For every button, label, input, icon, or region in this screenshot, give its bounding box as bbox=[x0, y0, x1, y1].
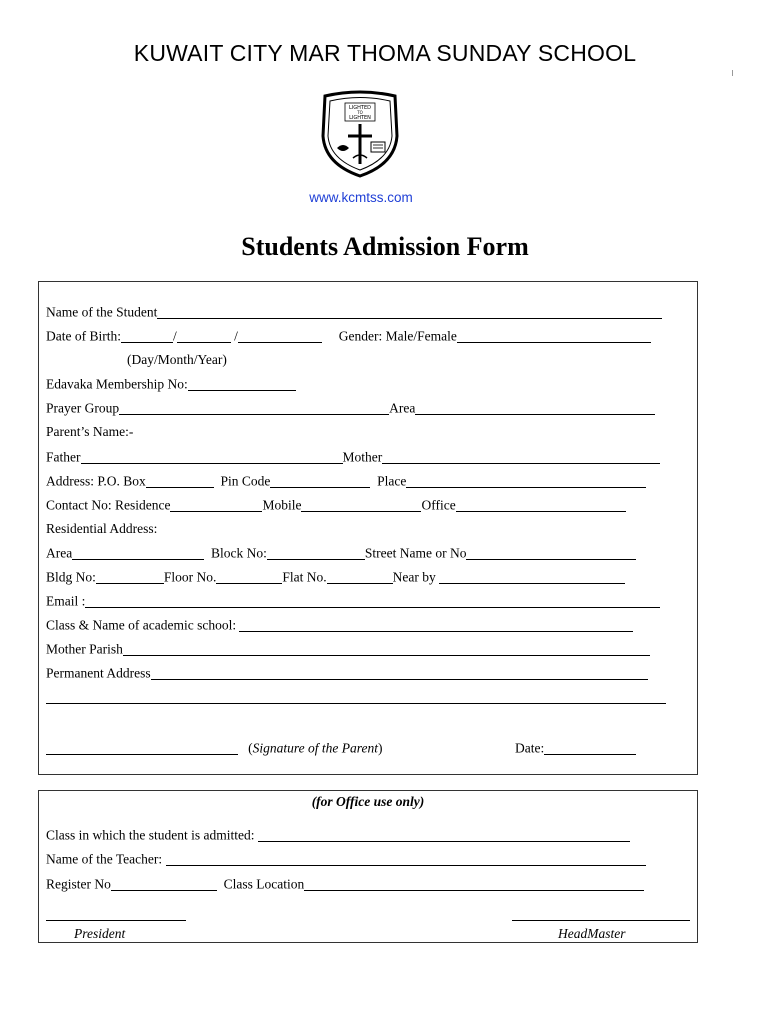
gender-label: Gender: Male/Female bbox=[338, 328, 457, 344]
email-label: Email : bbox=[46, 593, 86, 609]
residential-address-label: Residential Address: bbox=[46, 521, 158, 536]
permanent-address-row bbox=[46, 665, 648, 682]
dob-label: Date of Birth: bbox=[46, 328, 121, 344]
class-school-field[interactable] bbox=[239, 617, 633, 632]
mobile-field[interactable] bbox=[301, 497, 421, 512]
permanent-address-label: Permanent Address bbox=[46, 665, 151, 681]
student-name-row bbox=[46, 304, 662, 321]
form-title: Students Admission Form bbox=[241, 232, 529, 261]
date-label: Date: bbox=[515, 740, 545, 756]
teacher-label: Name of the Teacher: bbox=[46, 851, 163, 867]
permanent-address-field-2[interactable] bbox=[46, 689, 666, 704]
office-phone-field[interactable] bbox=[456, 497, 626, 512]
po-box-field[interactable] bbox=[146, 473, 214, 488]
residential-area-row bbox=[46, 545, 636, 562]
floor-field[interactable] bbox=[216, 569, 282, 584]
prayer-group-label: Prayer Group bbox=[46, 400, 120, 416]
mother-field[interactable] bbox=[382, 449, 660, 464]
street-label: Street Name or No bbox=[364, 545, 467, 561]
building-row bbox=[46, 569, 625, 586]
near-by-field[interactable] bbox=[439, 569, 625, 584]
mother-parish-row bbox=[46, 641, 650, 658]
edavaka-label: Edavaka Membership No: bbox=[46, 376, 188, 392]
dob-year-field[interactable] bbox=[238, 328, 322, 343]
headmaster-signature-row bbox=[512, 906, 690, 923]
residence-phone-field[interactable] bbox=[170, 497, 262, 512]
class-admitted-field[interactable] bbox=[258, 827, 630, 842]
crest-text-lighten: LIGHTEN bbox=[349, 115, 371, 121]
paren-close: ) bbox=[377, 740, 383, 756]
area2-label: Area bbox=[46, 545, 73, 561]
bldg-field[interactable] bbox=[96, 569, 164, 584]
address-po-row bbox=[46, 473, 646, 490]
father-field[interactable] bbox=[81, 449, 343, 464]
floor-label: Floor No. bbox=[163, 569, 217, 585]
area-label: Area bbox=[389, 400, 416, 416]
class-location-label: Class Location bbox=[223, 876, 305, 892]
flat-label: Flat No. bbox=[282, 569, 327, 585]
edavaka-row bbox=[46, 376, 296, 393]
headmaster-label-text: HeadMaster bbox=[558, 926, 626, 941]
prayer-group-row bbox=[46, 400, 655, 417]
pin-code-field[interactable] bbox=[270, 473, 370, 488]
president-signature-row bbox=[46, 906, 186, 923]
register-row bbox=[46, 876, 644, 893]
register-field[interactable] bbox=[111, 876, 217, 891]
dob-slash-2: / bbox=[234, 328, 238, 344]
register-label: Register No bbox=[46, 876, 111, 892]
class-admitted-label: Class in which the student is admitted: bbox=[46, 827, 255, 843]
president-signature-field[interactable] bbox=[46, 906, 186, 921]
place-label: Place bbox=[377, 473, 407, 489]
dob-row bbox=[46, 328, 651, 345]
teacher-row bbox=[46, 851, 646, 868]
class-admitted-row bbox=[46, 827, 630, 844]
parent-signature-field[interactable] bbox=[46, 740, 238, 755]
parent-signature-row bbox=[46, 740, 382, 757]
parents-row bbox=[46, 449, 660, 466]
permanent-address-row-2 bbox=[46, 689, 666, 706]
flat-field[interactable] bbox=[327, 569, 393, 584]
area-field[interactable] bbox=[415, 400, 655, 415]
contact-row bbox=[46, 497, 626, 514]
father-label: Father bbox=[46, 449, 81, 465]
office-use-heading bbox=[38, 794, 698, 810]
pin-code-label: Pin Code bbox=[220, 473, 271, 489]
paren-open: ( bbox=[248, 740, 253, 756]
signature-parent-label: Signature of the Parent bbox=[252, 740, 378, 756]
place-field[interactable] bbox=[406, 473, 646, 488]
bldg-label: Bldg No: bbox=[46, 569, 96, 585]
block-field[interactable] bbox=[267, 545, 365, 560]
edavaka-field[interactable] bbox=[188, 376, 296, 391]
residence-label: Contact No: Residence bbox=[46, 497, 171, 513]
street-field[interactable] bbox=[466, 545, 636, 560]
school-crest-logo bbox=[315, 90, 405, 180]
mobile-label: Mobile bbox=[262, 497, 302, 513]
mother-parish-label: Mother Parish bbox=[46, 641, 123, 657]
email-field[interactable] bbox=[85, 593, 660, 608]
dob-format-hint: (Day/Month/Year) bbox=[127, 352, 227, 367]
email-row bbox=[46, 593, 660, 610]
prayer-group-field[interactable] bbox=[119, 400, 389, 415]
date-field[interactable] bbox=[544, 740, 636, 755]
academic-school-row bbox=[46, 617, 633, 634]
near-by-label: Near by bbox=[392, 569, 436, 585]
permanent-address-field[interactable] bbox=[151, 665, 648, 680]
student-name-field[interactable] bbox=[157, 304, 662, 319]
po-box-label: Address: P.O. Box bbox=[46, 473, 146, 489]
dob-day-field[interactable] bbox=[121, 328, 173, 343]
area2-field[interactable] bbox=[72, 545, 204, 560]
website-link[interactable]: www.kcmtss.com bbox=[309, 190, 413, 205]
president-label bbox=[74, 926, 125, 942]
school-name: KUWAIT CITY MAR THOMA SUNDAY SCHOOL bbox=[133, 40, 637, 66]
headmaster-signature-field[interactable] bbox=[512, 906, 690, 921]
headmaster-label bbox=[558, 926, 626, 942]
dob-month-field[interactable] bbox=[177, 328, 231, 343]
block-label: Block No: bbox=[210, 545, 267, 561]
crest-text-to: TO bbox=[357, 110, 363, 115]
mother-parish-field[interactable] bbox=[123, 641, 650, 656]
dob-slash-1: / bbox=[172, 328, 177, 344]
crest-text-lighted: LIGHTED bbox=[349, 105, 371, 111]
class-location-field[interactable] bbox=[304, 876, 644, 891]
parents-name-label: Parent’s Name:- bbox=[46, 424, 134, 439]
president-label-text: President bbox=[74, 926, 126, 941]
class-school-label: Class & Name of academic school: bbox=[46, 617, 237, 633]
scan-mark bbox=[732, 70, 733, 76]
date-row bbox=[515, 740, 636, 757]
teacher-field[interactable] bbox=[166, 851, 646, 866]
office-use-heading-text: (for Office use only) bbox=[311, 794, 425, 809]
student-name-label: Name of the Student bbox=[46, 304, 158, 320]
office-label: Office bbox=[421, 497, 456, 513]
mother-label: Mother bbox=[342, 449, 383, 465]
gender-field[interactable] bbox=[457, 328, 651, 343]
